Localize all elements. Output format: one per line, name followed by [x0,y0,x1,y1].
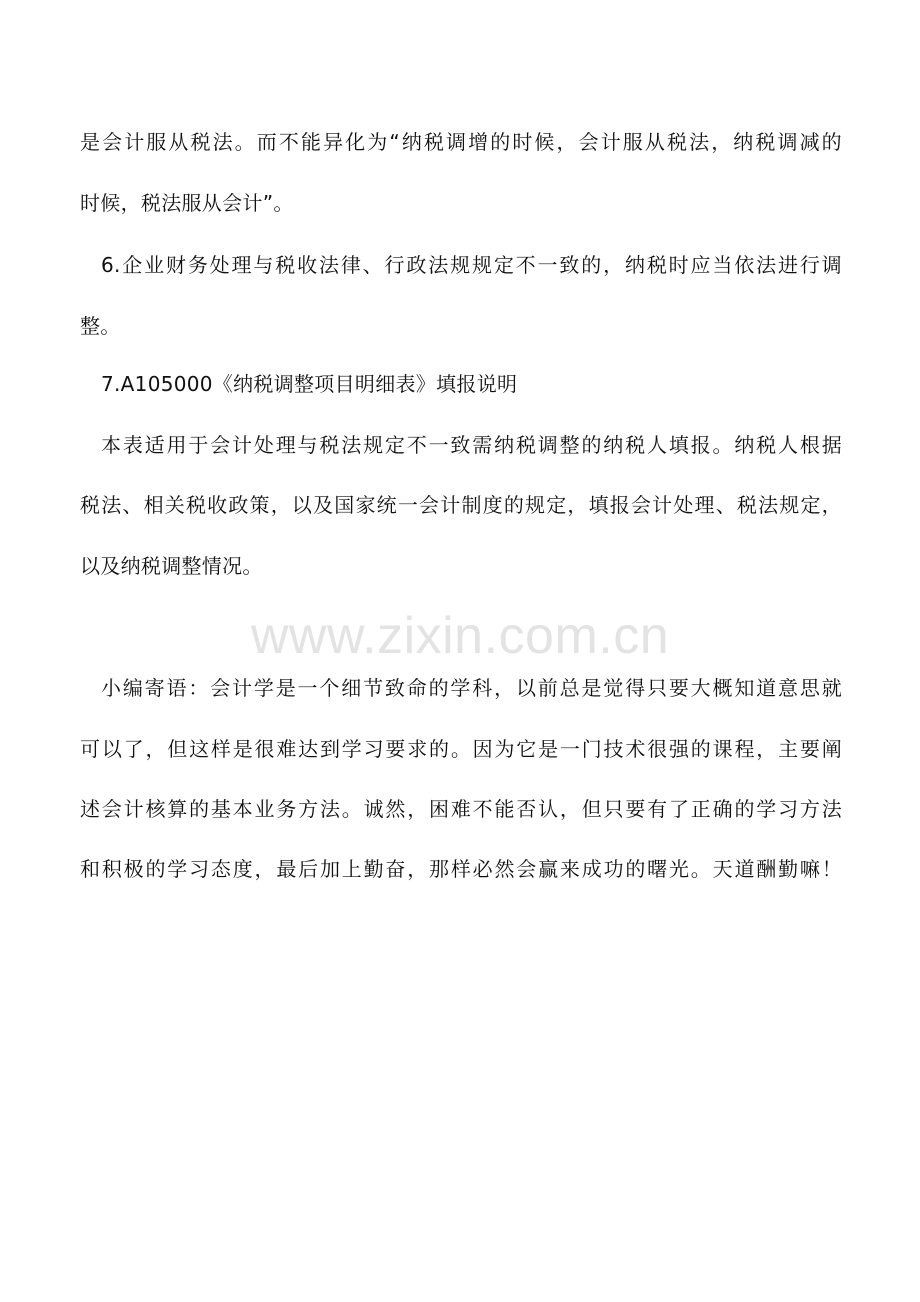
paragraph-line: 小编寄语：会计学是一个细节致命的学科，以前总是觉得只要大概知道意思就 [101,676,842,700]
paragraph-line: 以及纳税调整情况。 [80,554,263,578]
paragraph-line: 和积极的学习态度，最后加上勤奋，那样必然会赢来成功的曙光。天道酬勤嘛！ [80,857,842,881]
paragraph-line: 述会计核算的基本业务方法。诚然，困难不能否认，但只要有了正确的学习方法 [80,797,842,821]
paragraph-line: 本表适用于会计处理与税法规定不一致需纳税调整的纳税人填报。纳税人根据 [101,433,842,457]
paragraph-line: 是会计服从税法。而不能异化为“纳税调增的时候，会计服从税法，纳税调减的 [80,130,842,154]
paragraph-line: 时候，税法服从会计”。 [80,191,294,215]
paragraph-line: 税法、相关税收政策，以及国家统一会计制度的规定，填报会计处理、税法规定， [80,493,842,517]
watermark: www.zixin.com.cn [250,607,670,665]
paragraph-line: 整。 [80,314,121,338]
paragraph-line: 可以了，但这样是很难达到学习要求的。因为它是一门技术很强的课程，主要阐 [80,737,842,761]
section-heading: 7.A105000《纳税调整项目明细表》填报说明 [101,372,518,396]
paragraph-line: 6.企业财务处理与税收法律、行政法规规定不一致的，纳税时应当依法进行调 [101,253,842,277]
